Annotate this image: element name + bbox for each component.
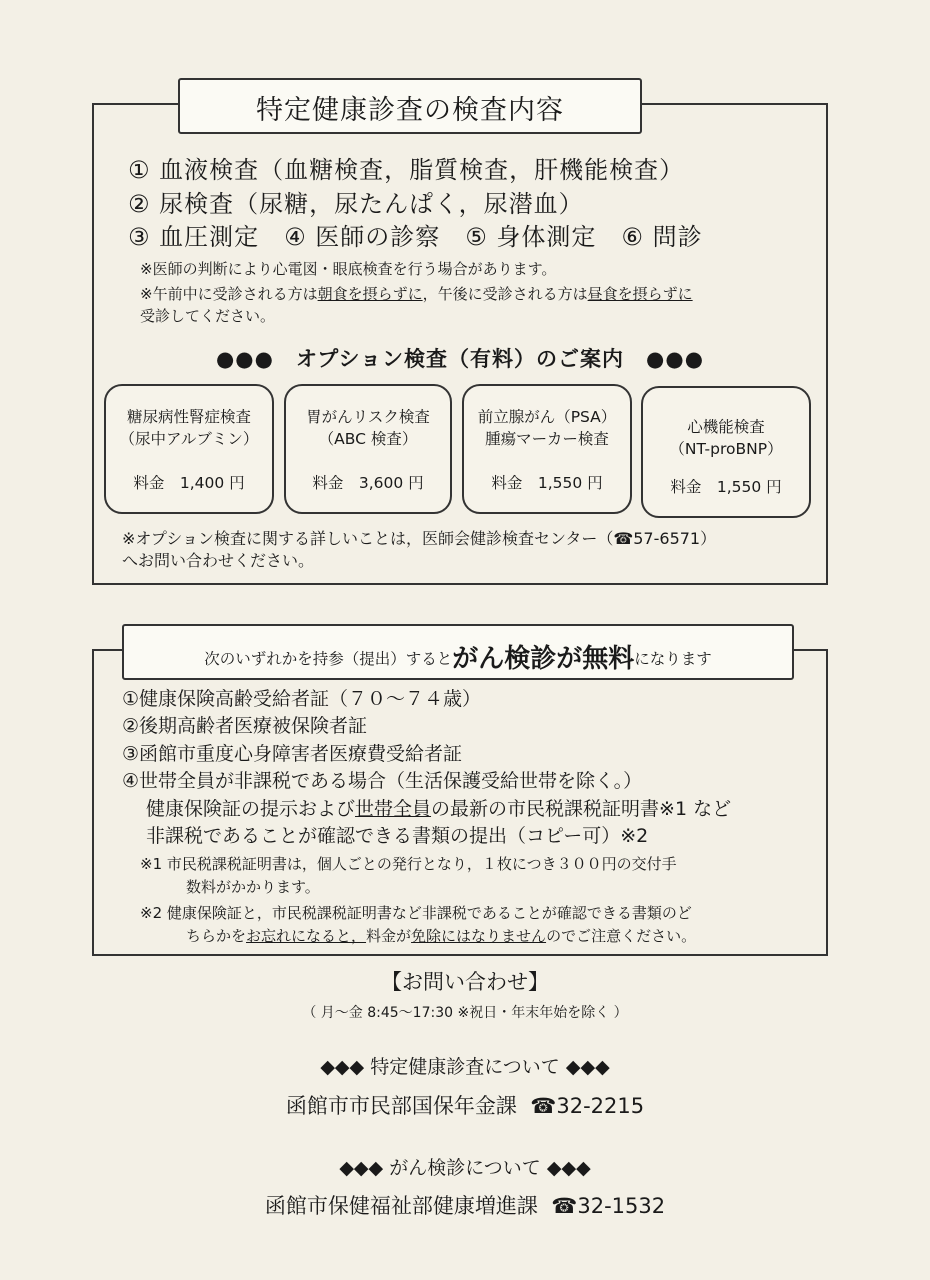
exam-item-1: ① 血液検査（血糖検査，脂質検査，肝機能検査） (128, 156, 685, 184)
cancer-detail-1-c: の最新の市民税課税証明書※1 など (431, 798, 732, 820)
exam-note-2-d: 昼食を摂らずに (587, 285, 693, 303)
option-card-stomach (284, 384, 452, 514)
cancer-detail-1 (146, 796, 731, 823)
option-card-name (286, 406, 450, 450)
exam-item-3: ③ 血圧測定 ④ 医師の診察 ⑤ 身体測定 ⑥ 問診 (128, 223, 703, 251)
option-card-name (106, 406, 272, 450)
exam-item-2: ② 尿検査（尿糖，尿たんぱく，尿潜血） (128, 190, 584, 218)
contact-heading: 【お問い合わせ】 (381, 970, 549, 994)
exam-note-1: ※医師の判断により心電図・眼底検査を行う場合があります。 (140, 260, 557, 278)
contact-sec2-title: ◆◆◆ がん検診について ◆◆◆ (339, 1157, 591, 1179)
contact-sec1-title: ◆◆◆ 特定健康診査について ◆◆◆ (320, 1056, 610, 1078)
cancer-detail-2: 非課税であることが確認できる書類の提出（コピー可）※2 (146, 825, 649, 847)
contact-sec2-dept: 函館市保健福祉部健康増進課 (264, 1194, 538, 1218)
cancer-banner-big: がん検診が無料 (452, 644, 635, 674)
exam-note-2-b: 朝食を摂らずに (317, 285, 423, 303)
footnote-2-a: ※2 健康保険証と，市民税課税証明書など非課税であることが確認できる書類のど (140, 904, 692, 922)
option-card-name-2: （NT-proBNP） (669, 440, 783, 458)
contact-sec2-line (0, 1190, 930, 1220)
option-card-kidney (104, 384, 274, 514)
footnote-2-b3: 料金が (366, 927, 412, 945)
option-card-price: 料金 1,550 円 (670, 478, 782, 496)
option-card-name-1: 胃がんリスク検査 (306, 408, 430, 426)
options-note-2: へお問い合わせください。 (122, 551, 315, 570)
cancer-item-4: ④世帯全員が非課税である場合（生活保護受給世帯を除く。） (122, 770, 643, 792)
options-heading: ●●● オプション検査（有料）のご案内 ●●● (215, 347, 705, 371)
footnote-2-b1: ちらかを (186, 927, 247, 945)
footnote-1-b: 数料がかかります。 (186, 878, 320, 896)
option-card-name-1: 糖尿病性腎症検査 (126, 408, 251, 426)
exam-note-2-a: ※午前中に受診される方は (140, 285, 318, 303)
cancer-detail-1-b: 世帯全員 (355, 798, 432, 820)
contact-sec1-tel: ☎32-2215 (530, 1094, 645, 1118)
option-card-name-1: 前立腺がん（PSA） (477, 408, 617, 426)
footnote-2-b (186, 925, 696, 948)
cancer-item-1: ①健康保険高齢受給者証（７０～７４歳） (122, 688, 482, 710)
cancer-item-2: ②後期高齢者医療被保険者証 (122, 715, 368, 737)
cancer-banner-post: になります (634, 650, 712, 668)
option-card-name-2: （ABC 検査） (318, 430, 418, 448)
option-card-name-1: 心機能検査 (687, 418, 765, 436)
contact-sec1-dept: 函館市市民部国保年金課 (285, 1094, 517, 1118)
cancer-banner-text (124, 638, 792, 675)
footnote-1-a: ※1 市民税課税証明書は，個人ごとの発行となり，１枚につき３００円の交付手 (140, 855, 677, 873)
option-card-heart (641, 386, 811, 518)
option-card-name (464, 406, 630, 450)
option-card-name (643, 416, 809, 460)
footnote-2-b4: 免除にはなりません (411, 927, 547, 945)
contact-sec2-tel: ☎32-1532 (551, 1194, 666, 1218)
options-note-1: ※オプション検査に関する詳しいことは，医師会健診検査センター（☎57-6571） (122, 529, 717, 548)
exam-title: 特定健康診査の検査内容 (256, 95, 564, 126)
footnote-2-b2: お忘れになると， (246, 927, 367, 945)
exam-note-2 (140, 283, 693, 305)
option-card-price: 料金 1,400 円 (133, 474, 245, 492)
cancer-detail-1-a: 健康保険証の提示および (146, 798, 356, 820)
contact-sec1-line (0, 1090, 930, 1120)
cancer-item-3: ③函館市重度心身障害者医療費受給者証 (122, 743, 463, 765)
exam-note-2-c: ，午後に受診される方は (422, 285, 588, 303)
option-card-price: 料金 1,550 円 (491, 474, 603, 492)
option-card-price: 料金 3,600 円 (312, 474, 424, 492)
cancer-banner-pre: 次のいずれかを持参（提出）すると (204, 650, 453, 668)
cancer-banner (122, 624, 794, 680)
contact-hours: （ 月～金 8:45～17:30 ※祝日・年末年始を除く ） (302, 1005, 628, 1021)
option-card-name-2: 腫瘍マーカー検査 (485, 430, 609, 448)
option-card-prostate (462, 384, 632, 514)
option-card-name-2: （尿中アルブミン） (119, 430, 259, 448)
footnote-2-b5: のでご注意ください。 (546, 927, 697, 945)
exam-note-2-cont: 受診してください。 (140, 307, 276, 325)
exam-title-banner (178, 78, 642, 134)
